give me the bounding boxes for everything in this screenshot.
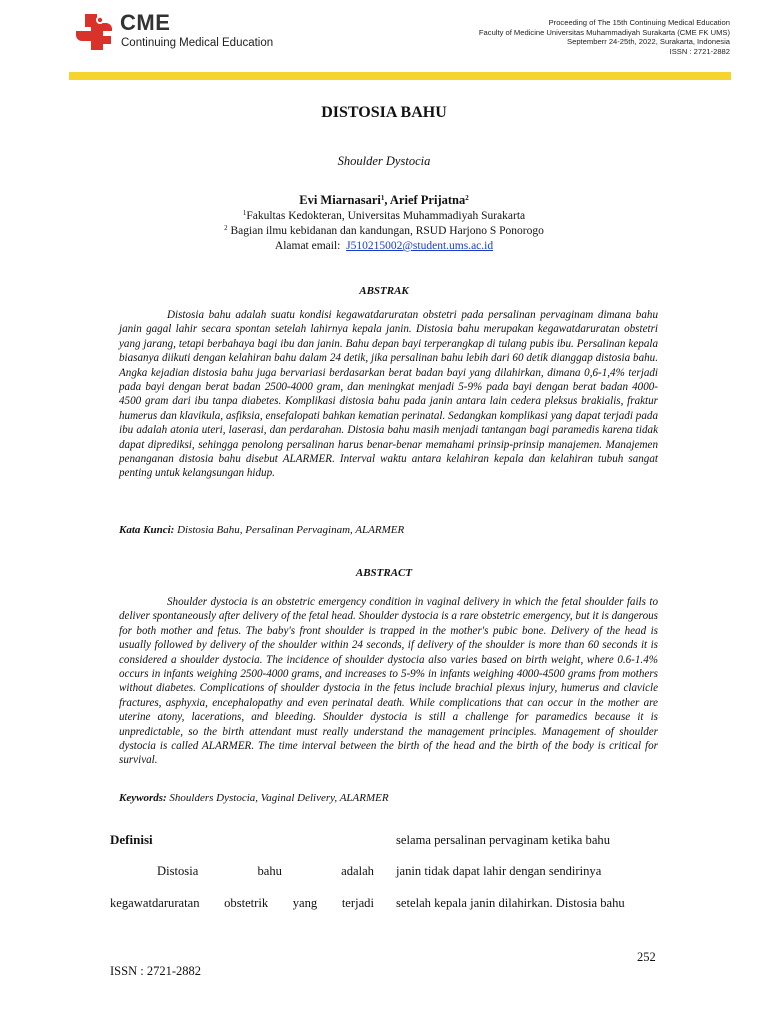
email-link[interactable]: J510215002@student.ums.ac.id <box>346 240 494 252</box>
abstrak-paragraph: Distosia bahu adalah suatu kondisi kegawatdaruratan obstetri pada persalinan pervaginam dimana bahu janin gagal lahir secara spontan setelah lahirnya kepala janin. Distosia bahu merupakan kegawatdaruratan obstetri yang jarang, tetapi berbahaya bagi ibu dan janin. Bahu depan bayi terperangkap di tulang pubis ibu. Persalinan kepala biasanya diikuti dengan kelahiran bahu dalam 24 detik, jika persalinan bahu lebih dari 60 detik dianggap distosia bahu. Angka kejadian distosia bahu juga bervariasi berdasarkan berat badan bayi yang dilahirkan, dimana 0,6-1,4% terjadi pada bayi dengan berat badan 2500-4000 gram, dan meningkat menjadi 5-9% pada bayi dengan berat badan 4000-4500 gram dari ibu tanpa diabetes. Komplikasi distosia bahu pada janin antara lain cedera pleksus brakialis, fraktur humerus dan klavikula, asfiksia, ensefalopati bahkan kematian perinatal. Sedangkan komplikasi yang dapat terjadi pada ibu adalah atonia uteri, laserasi, dan perdarahan. Distosia bahu masih menjadi tantangan bagi paramedis karena tidak dapat diprediksi, sehingga penolong persalinan harus benar-benar memahami prinsip-prinsip manajemen. Manajemen penanganan distosia bahu disebut ALARMER. Interval waktu antara kelahiran kepala dan kelahiran tubuh sangat penting untuk kelangsungan hidup. <box>119 309 658 480</box>
proceeding-line: ISSN : 2721-2882 <box>669 46 730 56</box>
right-column-line: selama persalinan pervaginam ketika bahu <box>396 833 611 847</box>
keywords-text: Shoulders Dystocia, Vaginal Delivery, ALARMER <box>166 792 389 804</box>
email-label: Alamat email: <box>274 240 347 252</box>
author-name: Evi Miarnasari <box>299 193 381 207</box>
left-column-line <box>157 864 374 879</box>
affiliation-text: Bagian ilmu kebidanan dan kandungan, RSUD Harjono S Ponorogo <box>227 225 544 237</box>
section-heading-definisi: Definisi <box>110 832 153 847</box>
word: yang <box>292 896 318 910</box>
abstrak-heading: ABSTRAK <box>359 285 409 297</box>
abstract-paragraph: Shoulder dystocia is an obstetric emergency condition in vaginal delivery in which the fetal shoulder fails to deliver spontaneously after delivery of the fetal head. Shoulder dystocia is a rare obstetric emergency, but it is dangerous for both mother and fetus. The baby's front shoulder is trapped in the mother's pubic bone. Delivery of the head is usually followed by delivery of the shoulder within 24 seconds, if delivery of the shoulder is more than 60 seconds it is considered a shoulder dystocia. The incidence of shoulder dystocia also varies based on birth weight, where 0.6-1.4% occurs in infants weighing 2500-4000 grams, and increases to 5-9% in infants weighing 4000-4500 grams from mothers without diabetes. Complications of shoulder dystocia in the fetus include brachial plexus injury, humerus and clavicle fractures, asphyxia, encephalopathy and even perinatal death. While complications that can occur in the mother are uterine atony, lacerations, and bleeding. Shoulder dystocia is still a challenge for paramedics because it is unpredictable, so the birth attendant must really understand the management principles. Management of shoulder dystocia is called ALARMER. The time interval between the birth of the head and the birth of the body is critical for survival. <box>119 596 658 767</box>
keywords-text: Distosia Bahu, Persalinan Pervaginam, ALARMER <box>174 524 405 536</box>
author-list <box>0 193 768 208</box>
author-superscript: 2 <box>465 194 469 202</box>
abstrak-keywords <box>119 524 658 536</box>
word: terjadi <box>341 896 374 910</box>
affiliation-number: 1 <box>242 209 247 217</box>
proceeding-line: Septemberr 24-25th, 2022, Surakarta, Indonesia <box>567 37 730 46</box>
word: obstetrik <box>224 896 269 910</box>
footer-issn: ISSN : 2721-2882 <box>110 964 201 978</box>
proceeding-line: Faculty of Medicine Universitas Muhammadiyah Surakarta (CME FK UMS) <box>478 27 730 37</box>
left-column-line <box>110 896 374 911</box>
right-column-line: setelah kepala janin dilahirkan. Distosia bahu <box>396 896 625 910</box>
keywords-label: Kata Kunci: <box>119 524 175 536</box>
affiliation-number: 2 <box>224 224 228 232</box>
cme-logo-icon <box>70 12 116 52</box>
word: kegawatdaruratan <box>110 896 200 910</box>
word: Distosia <box>157 864 199 878</box>
affiliation-1 <box>0 210 768 222</box>
affiliation-text: Fakultas Kedokteran, Universitas Muhammadiyah Surakarta <box>246 210 526 222</box>
author-superscript: 1 <box>380 194 385 202</box>
proceeding-line: Proceeding of The 15th Continuing Medical Education <box>548 18 730 27</box>
author-name: , Arief Prijatna <box>384 193 466 207</box>
page-number: 252 <box>637 950 656 964</box>
abstract-keywords <box>119 792 658 804</box>
proceeding-info <box>479 18 730 56</box>
header-divider-bar <box>69 72 731 80</box>
right-column-line: janin tidak dapat lahir dengan sendirinya <box>396 864 602 878</box>
article-title: DISTOSIA BAHU <box>321 104 447 121</box>
logo-title: CME <box>120 10 171 35</box>
keywords-label: Keywords: <box>119 792 167 804</box>
word: adalah <box>341 864 374 878</box>
abstract-heading: ABSTRACT <box>355 567 413 579</box>
affiliation-2 <box>0 225 768 237</box>
article-subtitle: Shoulder Dystocia <box>337 154 431 168</box>
email-line <box>0 240 768 252</box>
logo-subtitle: Continuing Medical Education <box>121 37 274 49</box>
word: bahu <box>257 864 282 878</box>
